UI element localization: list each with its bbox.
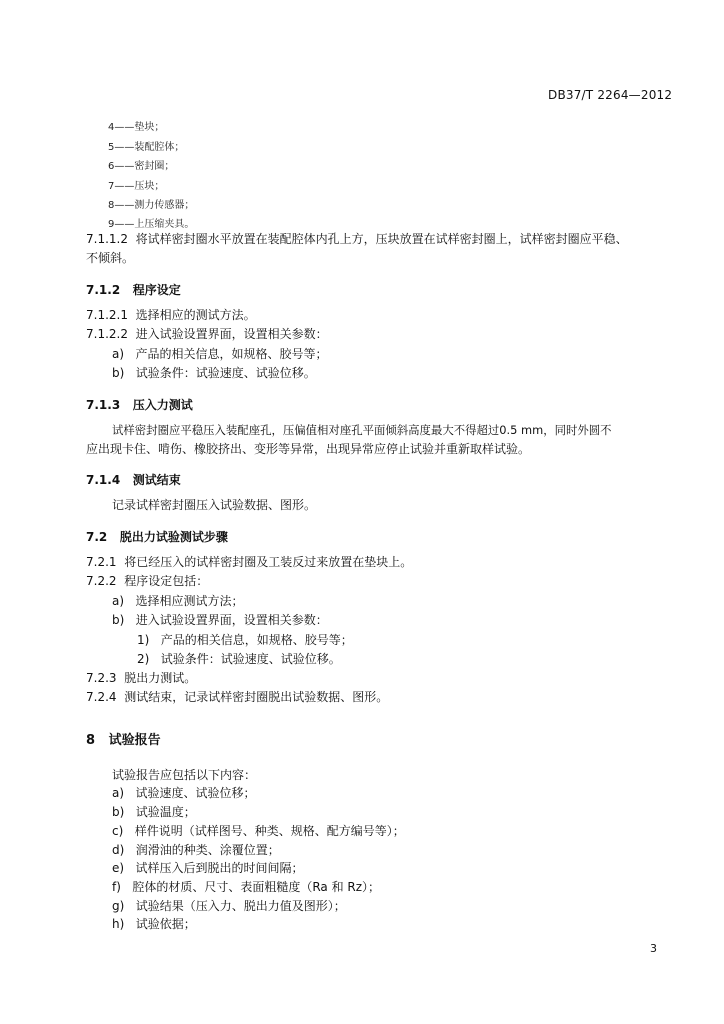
list-item (112, 591, 244, 611)
clause-text-continuation: 不倾斜。 (86, 251, 135, 265)
legend-item: 6——密封圈； (108, 161, 175, 172)
list-text: 试样压入后到脱出的时间间隔； (135, 861, 304, 875)
list-marker: b) (112, 805, 125, 819)
clause-number: 7.2.4 (86, 690, 117, 704)
list-item (112, 858, 304, 878)
clause-text: 将试样密封圈水平放置在装配腔体内孔上方，压块放置在试样密封圈上，试样密封圈应平稳、 (135, 232, 628, 246)
clause-text: 脱出力测试。 (124, 671, 197, 685)
heading-title: 脱出力试验测试步骤 (119, 530, 228, 544)
paragraph-line: 应出现卡住、啃伤、橡胶挤出、变形等异常，出现异常应停止试验并重新取样试验。 (86, 442, 531, 456)
list-item (112, 783, 256, 803)
section-heading-7-1-3 (86, 396, 193, 413)
clause-text: 将已经压入的试样密封圈及工装反过来放置在垫块上。 (124, 555, 413, 569)
list-text: 润滑油的种类、涂覆位置； (135, 843, 280, 857)
list-text: 产品的相关信息，如规格、胶号等； (160, 633, 353, 647)
list-text: 产品的相关信息，如规格、胶号等； (135, 347, 328, 361)
list-marker: g) (112, 899, 125, 913)
clause-7-2-1 (86, 552, 412, 572)
list-marker: c) (112, 824, 124, 838)
list-text: 选择相应测试方法； (135, 594, 244, 608)
document-code-header: DB37/T 2264—2012 (548, 88, 673, 102)
list-item (112, 363, 316, 383)
clause-text: 程序设定包括： (124, 574, 209, 588)
heading-number: 7.2 (86, 530, 108, 544)
list-item (112, 821, 405, 841)
list-marker: 2) (137, 652, 150, 666)
section-heading-7-1-4 (86, 471, 181, 488)
section-heading-8 (86, 729, 161, 748)
heading-number: 7.1.4 (86, 473, 121, 487)
list-item (112, 877, 380, 897)
paragraph-line: 试验报告应包括以下内容： (112, 768, 257, 782)
heading-number: 8 (86, 733, 96, 748)
clause-number: 7.1.1.2 (86, 232, 128, 246)
list-marker: b) (112, 613, 125, 627)
clause-7-1-1-2 (86, 229, 628, 249)
list-marker: d) (112, 843, 125, 857)
list-text: 进入试验设置界面，设置相关参数： (135, 613, 328, 627)
clause-number: 7.2.1 (86, 555, 117, 569)
heading-title: 压入力测试 (132, 398, 193, 412)
list-marker: b) (112, 366, 125, 380)
clause-text: 选择相应的测试方法。 (135, 308, 256, 322)
list-text: 试验条件：试验速度、试验位移。 (135, 366, 316, 380)
list-item (112, 896, 346, 916)
section-heading-7-2 (86, 528, 228, 545)
list-item (112, 840, 280, 860)
clause-number: 7.2.3 (86, 671, 117, 685)
list-marker: a) (112, 347, 125, 361)
paragraph-line: 试样密封圈应平稳压入装配座孔，压偏值相对座孔平面倾斜高度最大不得超过0.5 mm，同时外圆不 (112, 423, 612, 437)
sub-list-item (137, 630, 353, 650)
list-marker: a) (112, 786, 125, 800)
list-text: 试验依据； (135, 917, 196, 931)
clause-7-1-2-1 (86, 305, 256, 325)
list-text: 试验温度； (135, 805, 196, 819)
list-text: 腔体的材质、尺寸、表面粗糙度（Ra 和 Rz）； (132, 880, 381, 894)
clause-text: 测试结束，记录试样密封圈脱出试验数据、图形。 (124, 690, 389, 704)
list-marker: 1) (137, 633, 150, 647)
list-item (112, 914, 196, 934)
paragraph-line: 记录试样密封圈压入试验数据、图形。 (112, 498, 317, 512)
clause-7-1-2-2 (86, 324, 328, 344)
legend-item: 5——装配腔体； (108, 142, 185, 153)
list-item (112, 802, 196, 822)
list-marker: e) (112, 861, 125, 875)
heading-title: 试验报告 (108, 733, 161, 748)
list-marker: a) (112, 594, 125, 608)
page-number: 3 (650, 942, 657, 955)
list-marker: h) (112, 917, 125, 931)
heading-number: 7.1.2 (86, 283, 121, 297)
heading-title: 测试结束 (132, 473, 181, 487)
list-item (112, 610, 328, 630)
section-heading-7-1-2 (86, 281, 181, 298)
clause-number: 7.1.2.1 (86, 308, 128, 322)
heading-number: 7.1.3 (86, 398, 121, 412)
clause-7-2-3 (86, 668, 196, 688)
list-text: 试验条件：试验速度、试验位移。 (160, 652, 341, 666)
list-text: 试验速度、试验位移； (135, 786, 256, 800)
sub-list-item (137, 649, 341, 669)
legend-item: 9——上压缩夹具。 (108, 219, 195, 230)
list-text: 试验结果（压入力、脱出力值及图形）； (135, 899, 346, 913)
clause-number: 7.2.2 (86, 574, 117, 588)
list-item (112, 344, 328, 364)
legend-item: 7——压块； (108, 181, 165, 192)
legend-item: 8——测力传感器； (108, 200, 195, 211)
clause-text: 进入试验设置界面，设置相关参数： (135, 327, 328, 341)
clause-number: 7.1.2.2 (86, 327, 128, 341)
list-marker: f) (112, 880, 121, 894)
list-text: 样件说明（试样图号、种类、规格、配方编号等）； (134, 824, 405, 838)
clause-7-2-2 (86, 571, 208, 591)
heading-title: 程序设定 (132, 283, 181, 297)
legend-item: 4——垫块； (108, 122, 165, 133)
clause-7-2-4 (86, 687, 388, 707)
